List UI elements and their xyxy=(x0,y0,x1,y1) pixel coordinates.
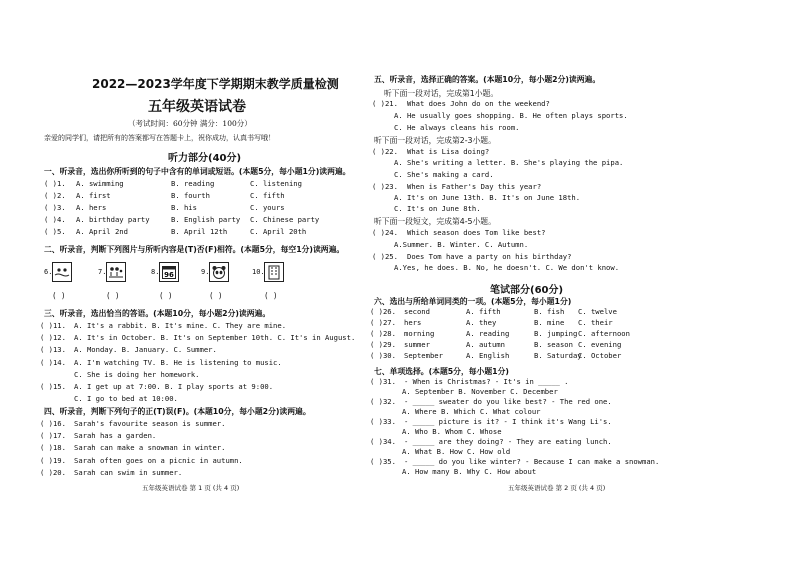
answer-blank[interactable]: ( ) xyxy=(106,291,120,300)
picture-number: 7. xyxy=(98,268,107,276)
option-b: B. jumping xyxy=(534,329,578,338)
option-a: A. hers xyxy=(76,203,107,212)
question-number: ( )4. xyxy=(44,215,66,224)
section-1-title: 一、听录音，选出你所听到的句子中含有的单词或短语。(本题5分，每小题1分)读两遍。 xyxy=(44,167,351,176)
q23-text: When is Father's Day this year? xyxy=(407,182,542,191)
q25-number: ( )25. xyxy=(372,252,398,261)
question-number: ( )26. xyxy=(370,307,396,316)
option-a: A. they xyxy=(466,318,497,327)
calendar-icon xyxy=(159,262,179,282)
page-2 xyxy=(370,0,790,561)
exam-subtitle: 五年级英语试卷 xyxy=(148,99,246,115)
statement-text: Sarah can swim in summer. xyxy=(74,467,183,477)
exam-title: 2022—2023学年度下学期期末教学质量检测 xyxy=(92,77,339,91)
question-number: ( )3. xyxy=(44,203,66,212)
greeting: 亲爱的同学们，请把所有的答案都写在答题卡上，祝你成功，认真书写哦！ xyxy=(44,134,275,142)
question-number: ( )12. xyxy=(40,333,66,343)
question-number: ( )16. xyxy=(40,419,66,428)
question-number: ( )34. xyxy=(370,437,396,446)
page-1 xyxy=(0,0,390,561)
option-b: B. Saturday xyxy=(534,351,582,360)
option-c: C. Chinese party xyxy=(250,215,320,224)
option-a: A. April 2nd xyxy=(76,227,128,236)
section-2-title: 二、听录音，判断下列图片与所听内容是(T)否(F)相符。(本题5分，每空1分)读两遍。 xyxy=(44,245,345,254)
section-4-title: 四、听录音，判断下列句子的正(T)误(F)。(本题10分，每小题2分)读两遍。 xyxy=(44,407,311,416)
question-number: ( )19. xyxy=(40,455,66,465)
panda-icon xyxy=(209,262,229,282)
question-number: ( )20. xyxy=(40,467,66,477)
option-c: C. fifth xyxy=(250,191,285,200)
question-number: ( )17. xyxy=(40,431,66,441)
statement-text: Sarah can make a snowman in winter. xyxy=(74,443,226,453)
question-options: A. Where B. Which C. What colour xyxy=(402,407,541,416)
answer-blank[interactable]: ( ) xyxy=(52,291,66,300)
option-a: A. autumn xyxy=(466,340,505,349)
question-text: - _____ picture is it? - I think it's Wang Li's. xyxy=(404,417,612,426)
svg-text:96: 96 xyxy=(164,271,174,279)
question-number: ( )33. xyxy=(370,417,396,426)
question-options: A. September B. November C. December xyxy=(402,387,558,396)
answer-blank[interactable]: ( ) xyxy=(159,291,173,300)
answer-blank[interactable]: ( ) xyxy=(209,291,223,300)
given-word: summer xyxy=(404,340,430,349)
option-b: B. reading xyxy=(171,179,215,188)
given-word: hers xyxy=(404,318,422,327)
q25-text: Does Tom have a party on his birthday? xyxy=(407,252,572,261)
section-7-title: 七、单项选择。(本题5分，每小题1分) xyxy=(374,367,509,376)
option-c: C. October xyxy=(578,351,622,360)
q23-number: ( )23. xyxy=(372,182,398,191)
q22-options-1: A. She's writing a letter. B. She's playing the pipa. xyxy=(394,158,624,167)
section-5-intro-2: 听下面一段对话，完成第2-3小题。 xyxy=(374,136,496,145)
swimmers-icon xyxy=(52,262,72,282)
option-a: A. birthday party xyxy=(76,215,150,224)
option-b: B. fourth xyxy=(171,191,210,200)
q21-number: ( )21. xyxy=(372,99,398,108)
option-b: B. English party xyxy=(171,215,241,224)
option-b: B. mine xyxy=(534,318,565,327)
question-number: ( )27. xyxy=(370,318,396,327)
picture-number: 9. xyxy=(201,268,210,276)
q21-options-2: C. He always cleans his room. xyxy=(394,123,520,132)
written-heading: 笔试部分(60分) xyxy=(490,285,564,296)
page-2-footer: 五年级英语试卷 第 2 页 (共 4 页) xyxy=(508,484,606,492)
option-b: B. fish xyxy=(534,307,565,316)
section-6-title: 六、选出与所给单词同类的一项。(本题5分，每小题1分) xyxy=(374,297,572,306)
option-a: A. fifth xyxy=(466,307,501,316)
question-number: ( )35. xyxy=(370,457,396,466)
question-options: C. She is doing her homework. xyxy=(74,369,200,379)
q24-text: Which season does Tom like best? xyxy=(407,228,546,237)
family-picnic-icon xyxy=(106,262,126,282)
picture-number: 8. xyxy=(151,268,160,276)
option-b: B. season xyxy=(534,340,573,349)
statement-text: Sarah's favourite season is summer. xyxy=(74,419,226,428)
q22-text: What is Lisa doing? xyxy=(407,147,490,156)
question-number: ( )13. xyxy=(40,345,66,355)
question-options: A. It's a rabbit. B. It's mine. C. They are mine. xyxy=(74,321,287,330)
question-number: ( )32. xyxy=(370,397,396,406)
q22-number: ( )22. xyxy=(372,147,398,156)
question-number: ( )31. xyxy=(370,377,396,386)
option-c: C. yours xyxy=(250,203,285,212)
question-number: ( )11. xyxy=(40,321,66,330)
option-a: A. reading xyxy=(466,329,510,338)
option-c: C. listening xyxy=(250,179,302,188)
given-word: September xyxy=(404,351,443,360)
option-b: B. April 12th xyxy=(171,227,228,236)
q24-number: ( )24. xyxy=(372,228,398,237)
question-text: - When is Christmas? - It's in _____ . xyxy=(404,377,569,386)
option-c: C. afternoon xyxy=(578,329,630,338)
listening-heading: 听力部分(40分) xyxy=(168,153,242,164)
option-b: B. his xyxy=(171,203,197,212)
option-c: C. evening xyxy=(578,340,622,349)
q22-options-2: C. She's making a card. xyxy=(394,170,494,179)
given-word: second xyxy=(404,307,430,316)
picture-number: 10. xyxy=(252,268,265,276)
section-5-intro-3: 听下面一段短文，完成第4-5小题。 xyxy=(374,217,496,226)
option-c: C. twelve xyxy=(578,307,617,316)
section-5-intro-1: 听下面一段对话，完成第1小题。 xyxy=(384,89,499,98)
section-5-title: 五、听录音，选择正确的答案。(本题10分，每小题2分)读两遍。 xyxy=(374,75,601,84)
question-text: - _____ do you like winter? - Because I can make a snowman. xyxy=(404,457,660,466)
q25-options: A.Yes, he does. B. No, he doesn't. C. We don't know. xyxy=(394,263,620,272)
picture-number: 6. xyxy=(44,268,53,276)
question-number: ( )30. xyxy=(370,351,396,360)
answer-blank[interactable]: ( ) xyxy=(264,291,278,300)
question-number: ( )1. xyxy=(44,179,66,188)
option-a: A. first xyxy=(76,191,111,200)
q24-options: A.Summer. B. Winter. C. Autumn. xyxy=(394,240,529,249)
option-c: C. their xyxy=(578,318,613,327)
question-options: A. Monday. B. January. C. Summer. xyxy=(74,345,217,355)
question-number: ( )2. xyxy=(44,191,66,200)
question-number: ( )5. xyxy=(44,227,66,236)
option-a: A. swimming xyxy=(76,179,124,188)
question-options: A. What B. How C. How old xyxy=(402,447,511,456)
question-options: A. How many B. Why C. How about xyxy=(402,467,537,476)
given-word: morning xyxy=(404,329,435,338)
question-options: C. I go to bed at 10:00. xyxy=(74,394,178,404)
page-1-footer: 五年级英语试卷 第 1 页 (共 4 页) xyxy=(142,484,240,492)
question-options: A. It's in October. B. It's on September 10th. C. It's in August. xyxy=(74,333,356,343)
question-number: ( )18. xyxy=(40,443,66,453)
statement-text: Sarah has a garden. xyxy=(74,431,157,441)
section-3-title: 三、听录音，选出恰当的答语。(本题10分，每小题2分)读两遍。 xyxy=(44,309,271,318)
question-number: ( )29. xyxy=(370,340,396,349)
question-options: A. I'm watching TV. B. He is listening to music. xyxy=(74,357,282,367)
building-icon xyxy=(264,262,284,282)
question-options: A. I get up at 7:00. B. I play sports at 9:00. xyxy=(74,382,274,391)
q23-options-1: A. It's on June 13th. B. It's on June 18th. xyxy=(394,193,581,202)
q21-options-1: A. He usually goes shopping. B. He often plays sports. xyxy=(394,111,628,120)
question-number: ( )28. xyxy=(370,329,396,338)
exam-info: （考试时间：60分钟 满分：100分） xyxy=(128,119,252,128)
option-a: A. English xyxy=(466,351,510,360)
statement-text: Sarah often goes on a picnic in autumn. xyxy=(74,455,243,465)
question-options: A. Who B. Whom C. Whose xyxy=(402,427,502,436)
question-number: ( )14. xyxy=(40,357,66,367)
question-number: ( )15. xyxy=(40,382,66,391)
q23-options-2: C. It's on June 8th. xyxy=(394,204,481,213)
q21-text: What does John do on the weekend? xyxy=(407,99,550,108)
option-c: C. April 20th xyxy=(250,227,307,236)
question-text: - _____ sweater do you like best? - The red one. xyxy=(404,397,612,406)
question-text: - _____ are they doing? - They are eating lunch. xyxy=(404,437,612,446)
